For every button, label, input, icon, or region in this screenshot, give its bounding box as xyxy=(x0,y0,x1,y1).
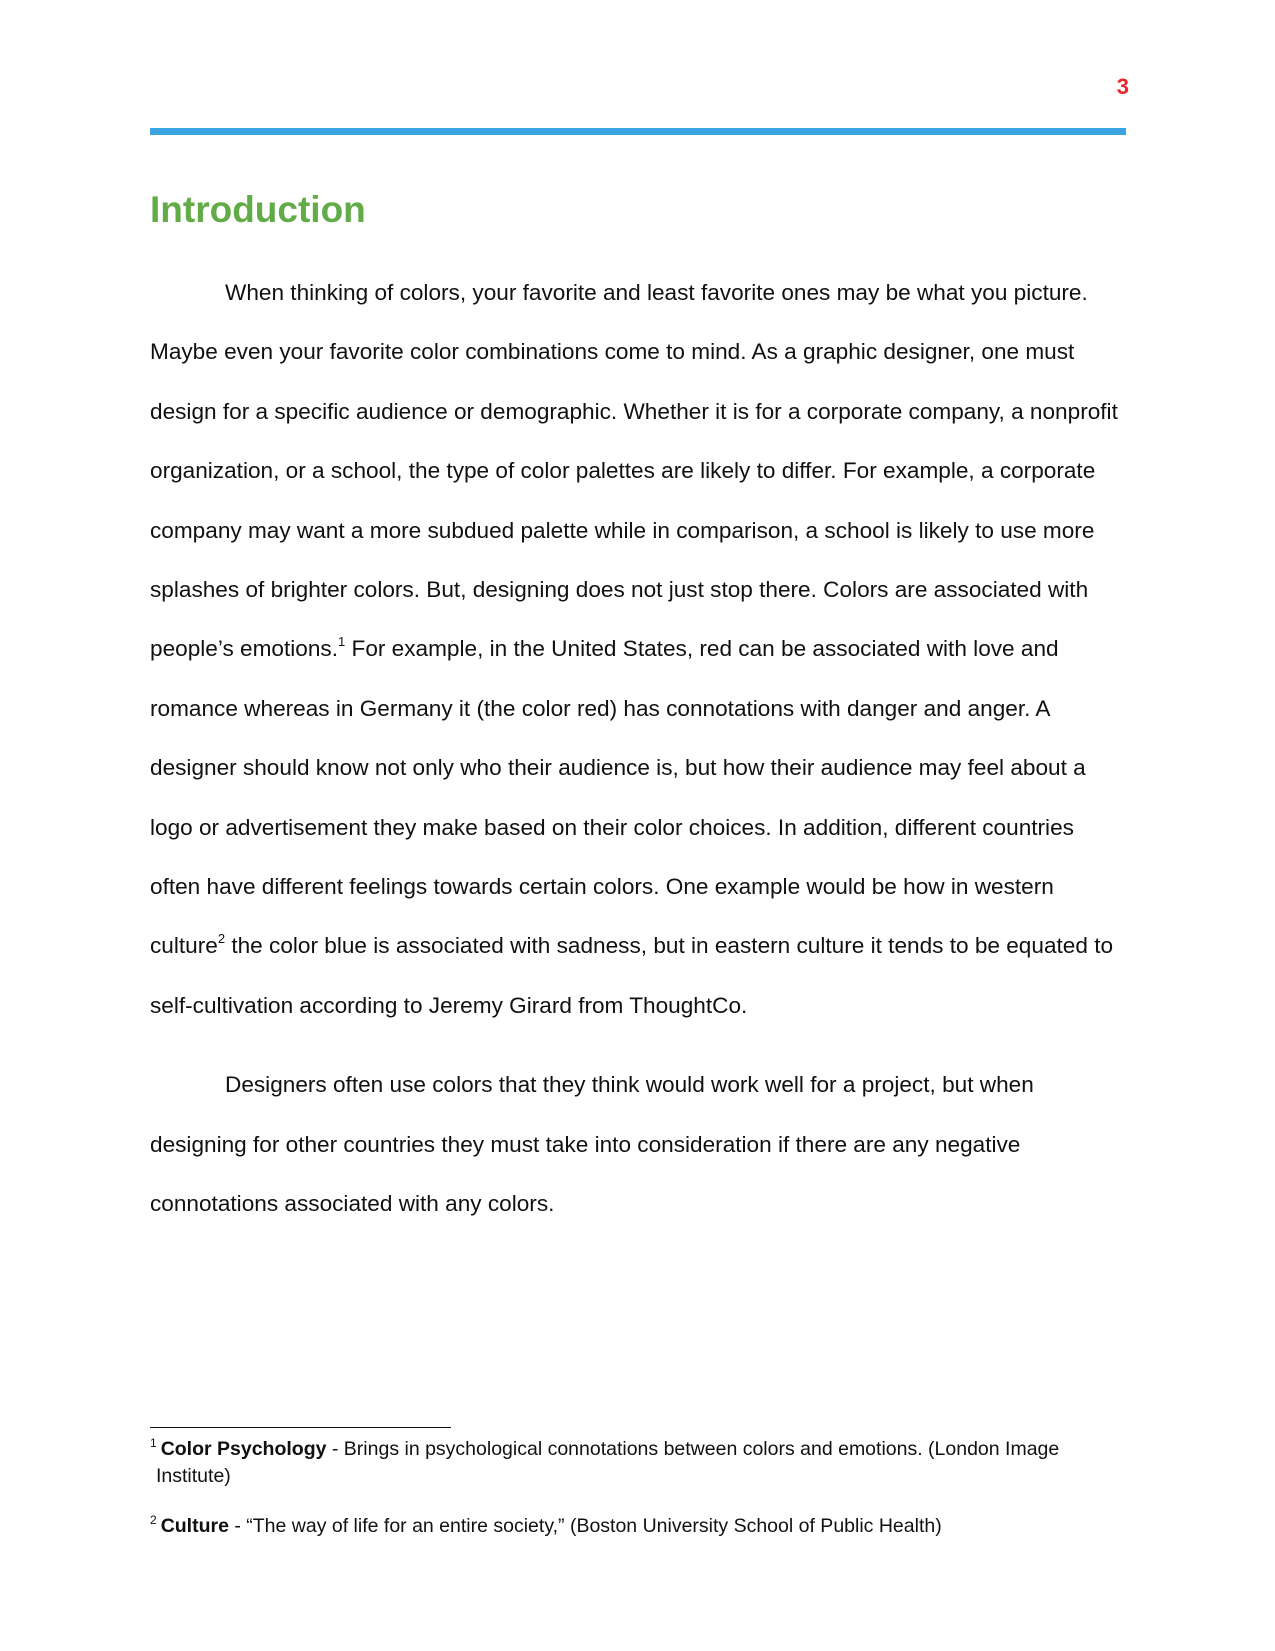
footnote-1 xyxy=(150,1437,1090,1489)
footnote-2-mark: 2 xyxy=(150,1513,157,1527)
footnote-2-text: - “The way of life for an entire society,” (Boston University School of Public Health) xyxy=(228,1515,942,1537)
body-text xyxy=(150,263,1130,1234)
section-title: Introduction xyxy=(150,189,366,230)
footnote-divider xyxy=(150,1427,451,1428)
footnote-2 xyxy=(150,1514,1090,1541)
paragraph-1-part-1: When thinking of colors, your favorite and least favorite ones may be what you picture. Maybe even your favorite color combinations come to mind. As a graphic designer, one must design for a specific audience or demographic. Whether it is for a corporate company, a nonprofit organization, or a school, the type of color palettes are likely to differ. For example, a corporate company may want a more subdued palette while in comparison, a school is likely to use more splashes of brighter colors. But, designing does not just stop there. Colors are associated with people’s emotions. xyxy=(150,280,1118,662)
footnote-ref-1[interactable]: 1 xyxy=(338,633,346,649)
paragraph-1 xyxy=(150,263,1130,1035)
paragraph-2: Designers often use colors that they think would work well for a project, but when designing for other countries they must take into consideration if there are any negative connotations associated with any colors. xyxy=(150,1072,1034,1217)
footnote-2-term: Culture xyxy=(160,1515,229,1537)
paragraph-1-part-2: For example, in the United States, red can be associated with love and romance whereas in Germany it (the color red) has connotations with danger and anger. A designer should know not only who their audience is, but how their audience may feel about a logo or advertisement they make based on their color choices. In addition, different countries often have different feelings towards certain colors. One example would be how in western culture xyxy=(150,636,1086,959)
footnote-ref-2[interactable]: 2 xyxy=(217,930,226,946)
paragraph-1-part-3: the color blue is associated with sadness, but in eastern culture it tends to be equated to self-cultivation according to Jeremy Girard from ThoughtCo. xyxy=(150,933,1114,1018)
page-number: 3 xyxy=(1116,74,1129,99)
header-rule xyxy=(150,128,1126,135)
footnote-1-text: - Brings in psychological connotations between colors and emotions. (London Image Institute) xyxy=(156,1438,1060,1487)
footnote-1-mark: 1 xyxy=(150,1436,157,1450)
footnotes xyxy=(150,1437,1090,1541)
footnote-1-term: Color Psychology xyxy=(160,1438,327,1460)
